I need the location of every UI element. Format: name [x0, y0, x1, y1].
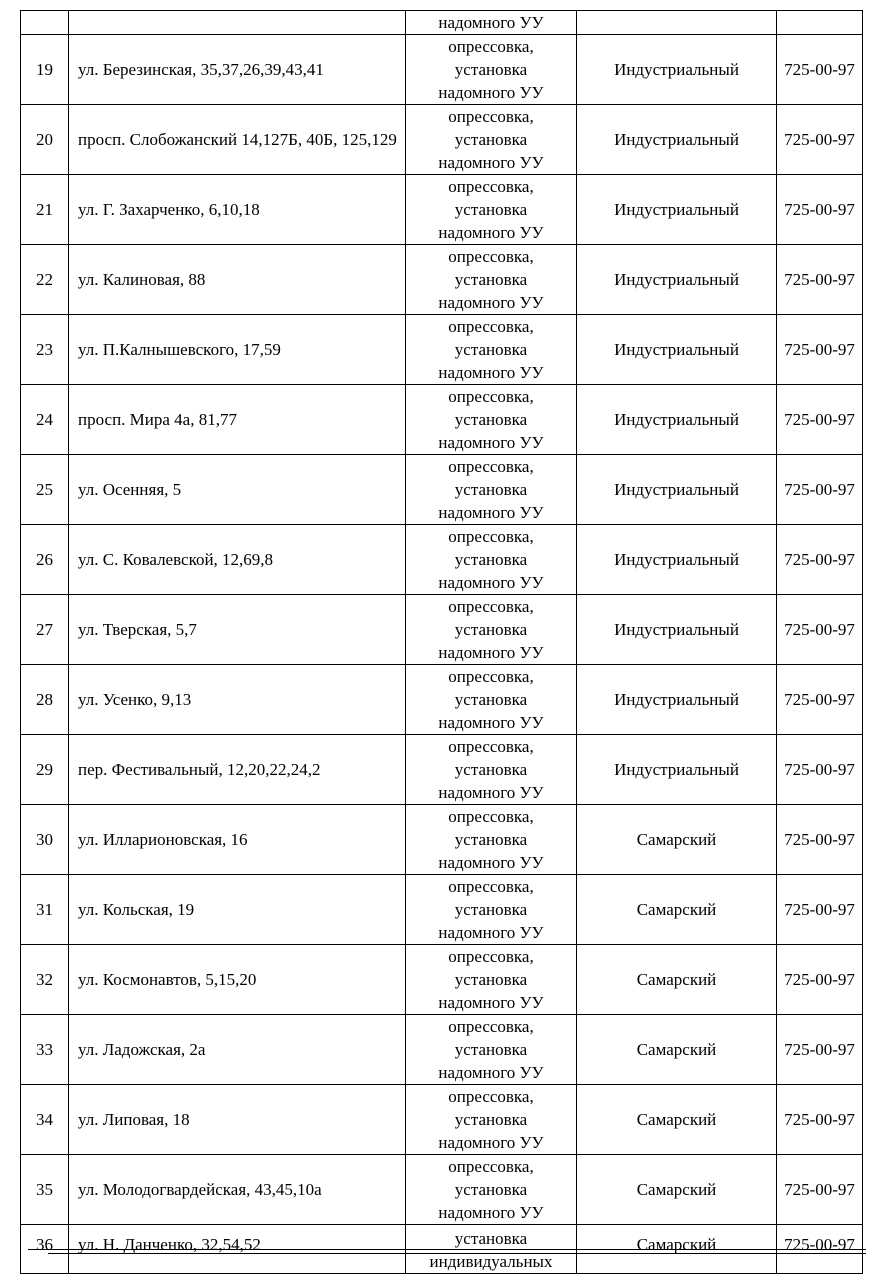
district-cell: Самарский — [577, 805, 777, 875]
phone-cell: 725-00-97 — [777, 315, 863, 385]
address-cell: пер. Фестивальный, 12,20,22,24,2 — [69, 735, 406, 805]
work-type-line: надомного УУ — [438, 223, 544, 242]
address-cell: ул. П.Калнышевского, 17,59 — [69, 315, 406, 385]
work-type-line: установка — [454, 1229, 528, 1248]
address-cell: ул. Н. Данченко, 32,54,52 — [69, 1225, 406, 1274]
district-cell: Индустриальный — [577, 105, 777, 175]
work-type-line: установка — [454, 270, 528, 289]
work-type-line: установка — [454, 900, 528, 919]
table-row — [21, 595, 863, 665]
phone-cell: 725-00-97 — [777, 945, 863, 1015]
phone-cell: 725-00-97 — [777, 1225, 863, 1274]
phone-cell: 725-00-97 — [777, 1155, 863, 1225]
table-row — [21, 945, 863, 1015]
row-number-cell: 26 — [21, 525, 69, 595]
work-type-line: установка — [454, 760, 528, 779]
district-cell: Индустриальный — [577, 385, 777, 455]
work-type-line: опрессовка, — [448, 247, 534, 266]
work-type-line: опрессовка, — [448, 807, 534, 826]
phone-cell: 725-00-97 — [777, 595, 863, 665]
work-type-line: установка — [454, 970, 528, 989]
work-type-line: опрессовка, — [448, 877, 534, 896]
work-type-line: надомного УУ — [438, 993, 544, 1012]
row-number-cell: 22 — [21, 245, 69, 315]
page-bottom-rule — [28, 1249, 866, 1250]
work-type-cell — [406, 595, 577, 665]
work-type-cell — [406, 525, 577, 595]
phone-cell: 725-00-97 — [777, 875, 863, 945]
work-type-line: установка — [454, 60, 528, 79]
phone-cell: 725-00-97 — [777, 665, 863, 735]
work-type-line: опрессовка, — [448, 107, 534, 126]
work-type-line: установка — [454, 410, 528, 429]
work-type-line: надомного УУ — [438, 503, 544, 522]
work-type-line: опрессовка, — [448, 1157, 534, 1176]
work-type-line: установка — [454, 200, 528, 219]
table-row — [21, 1155, 863, 1225]
work-type-line: надомного УУ — [438, 853, 544, 872]
work-type-cell — [406, 805, 577, 875]
work-type-line: установка — [454, 1110, 528, 1129]
work-type-line: надомного УУ — [438, 363, 544, 382]
work-type-line: надомного УУ — [438, 1133, 544, 1152]
work-type-line: опрессовка, — [448, 947, 534, 966]
work-type-cell — [406, 1155, 577, 1225]
work-type-line: опрессовка, — [448, 667, 534, 686]
work-type-line: установка — [454, 130, 528, 149]
work-type-cell: надомного УУ — [406, 11, 577, 35]
work-type-cell — [406, 875, 577, 945]
work-type-cell — [406, 1015, 577, 1085]
table-row — [21, 875, 863, 945]
work-type-line: надомного УУ — [438, 573, 544, 592]
work-type-line: индивидуальных — [429, 1252, 553, 1271]
row-number-cell: 35 — [21, 1155, 69, 1225]
district-cell: Индустриальный — [577, 35, 777, 105]
table-row — [21, 35, 863, 105]
page-bottom-rule-secondary — [48, 1253, 866, 1254]
table-row — [21, 11, 863, 35]
work-type-line: опрессовка, — [448, 317, 534, 336]
district-cell: Самарский — [577, 875, 777, 945]
table-row — [21, 735, 863, 805]
district-cell: Индустриальный — [577, 735, 777, 805]
address-cell: ул. Молодогвардейская, 43,45,10а — [69, 1155, 406, 1225]
work-type-line: установка — [454, 1040, 528, 1059]
work-type-line: надомного УУ — [438, 433, 544, 452]
phone-cell: 725-00-97 — [777, 735, 863, 805]
work-type-line: надомного УУ — [438, 643, 544, 662]
phone-cell: 725-00-97 — [777, 35, 863, 105]
table-row — [21, 455, 863, 525]
district-cell: Самарский — [577, 1155, 777, 1225]
phone-cell: 725-00-97 — [777, 455, 863, 525]
work-type-line: надомного УУ — [438, 153, 544, 172]
district-cell: Самарский — [577, 1225, 777, 1274]
phone-cell: 725-00-97 — [777, 385, 863, 455]
row-number-cell: 24 — [21, 385, 69, 455]
work-type-cell — [406, 175, 577, 245]
work-type-cell — [406, 455, 577, 525]
phone-cell: 725-00-97 — [777, 1085, 863, 1155]
table-row — [21, 665, 863, 735]
district-cell: Индустриальный — [577, 175, 777, 245]
work-type-line: опрессовка, — [448, 597, 534, 616]
address-cell: ул. Илларионовская, 16 — [69, 805, 406, 875]
address-cell: ул. Космонавтов, 5,15,20 — [69, 945, 406, 1015]
document-page — [20, 10, 862, 1271]
row-number-cell — [21, 11, 69, 35]
address-cell: ул. Калиновая, 88 — [69, 245, 406, 315]
table-row — [21, 175, 863, 245]
work-type-line: установка — [454, 550, 528, 569]
district-cell: Самарский — [577, 1085, 777, 1155]
work-type-line: надомного УУ — [438, 293, 544, 312]
work-type-line: установка — [454, 620, 528, 639]
phone-cell: 725-00-97 — [777, 805, 863, 875]
address-cell: просп. Слобожанский 14,127Б, 40Б, 125,129 — [69, 105, 406, 175]
work-type-line: установка — [454, 690, 528, 709]
table-row — [21, 805, 863, 875]
work-type-line: опрессовка, — [448, 1017, 534, 1036]
table-row — [21, 385, 863, 455]
work-type-line: надомного УУ — [438, 1203, 544, 1222]
table-row — [21, 1085, 863, 1155]
work-type-cell — [406, 385, 577, 455]
row-number-cell: 21 — [21, 175, 69, 245]
work-type-line: опрессовка, — [448, 387, 534, 406]
row-number-cell: 31 — [21, 875, 69, 945]
work-type-line: установка — [454, 480, 528, 499]
district-cell: Индустриальный — [577, 245, 777, 315]
row-number-cell: 34 — [21, 1085, 69, 1155]
work-type-cell — [406, 315, 577, 385]
district-cell — [577, 11, 777, 35]
address-cell: ул. С. Ковалевской, 12,69,8 — [69, 525, 406, 595]
work-type-cell — [406, 1085, 577, 1155]
address-cell: ул. Ладожская, 2а — [69, 1015, 406, 1085]
row-number-cell: 25 — [21, 455, 69, 525]
row-number-cell: 19 — [21, 35, 69, 105]
row-number-cell: 32 — [21, 945, 69, 1015]
row-number-cell: 20 — [21, 105, 69, 175]
work-type-line: установка — [454, 830, 528, 849]
address-cell: ул. Липовая, 18 — [69, 1085, 406, 1155]
table-row — [21, 245, 863, 315]
row-number-cell: 23 — [21, 315, 69, 385]
work-type-line: надомного УУ — [438, 713, 544, 732]
row-number-cell: 28 — [21, 665, 69, 735]
table-row — [21, 315, 863, 385]
address-cell — [69, 11, 406, 35]
address-cell: ул. Усенко, 9,13 — [69, 665, 406, 735]
work-type-cell — [406, 735, 577, 805]
table-row — [21, 1015, 863, 1085]
row-number-cell: 36 — [21, 1225, 69, 1274]
phone-cell — [777, 11, 863, 35]
maintenance-schedule-table — [20, 10, 863, 1274]
table-row — [21, 525, 863, 595]
district-cell: Индустриальный — [577, 665, 777, 735]
work-type-line: опрессовка, — [448, 527, 534, 546]
work-type-line: опрессовка, — [448, 737, 534, 756]
row-number-cell: 30 — [21, 805, 69, 875]
address-cell: ул. Тверская, 5,7 — [69, 595, 406, 665]
work-type-line: надомного УУ — [438, 83, 544, 102]
work-type-cell — [406, 665, 577, 735]
phone-cell: 725-00-97 — [777, 175, 863, 245]
row-number-cell: 33 — [21, 1015, 69, 1085]
work-type-line: установка — [454, 340, 528, 359]
row-number-cell: 27 — [21, 595, 69, 665]
work-type-cell — [406, 35, 577, 105]
phone-cell: 725-00-97 — [777, 245, 863, 315]
work-type-line: опрессовка, — [448, 457, 534, 476]
district-cell: Индустриальный — [577, 315, 777, 385]
address-cell: просп. Мира 4а, 81,77 — [69, 385, 406, 455]
phone-cell: 725-00-97 — [777, 105, 863, 175]
district-cell: Самарский — [577, 1015, 777, 1085]
work-type-cell — [406, 945, 577, 1015]
address-cell: ул. Г. Захарченко, 6,10,18 — [69, 175, 406, 245]
district-cell: Индустриальный — [577, 455, 777, 525]
phone-cell: 725-00-97 — [777, 1015, 863, 1085]
work-type-line: надомного УУ — [438, 783, 544, 802]
work-type-line: опрессовка, — [448, 177, 534, 196]
district-cell: Самарский — [577, 945, 777, 1015]
district-cell: Индустриальный — [577, 525, 777, 595]
table-row — [21, 105, 863, 175]
work-type-line: установка — [454, 1180, 528, 1199]
row-number-cell: 29 — [21, 735, 69, 805]
work-type-line: опрессовка, — [448, 37, 534, 56]
address-cell: ул. Березинская, 35,37,26,39,43,41 — [69, 35, 406, 105]
address-cell: ул. Осенняя, 5 — [69, 455, 406, 525]
work-type-cell — [406, 245, 577, 315]
address-cell: ул. Кольская, 19 — [69, 875, 406, 945]
work-type-cell — [406, 105, 577, 175]
phone-cell: 725-00-97 — [777, 525, 863, 595]
district-cell: Индустриальный — [577, 595, 777, 665]
work-type-line: надомного УУ — [438, 923, 544, 942]
work-type-line: надомного УУ — [438, 1063, 544, 1082]
work-type-line: опрессовка, — [448, 1087, 534, 1106]
